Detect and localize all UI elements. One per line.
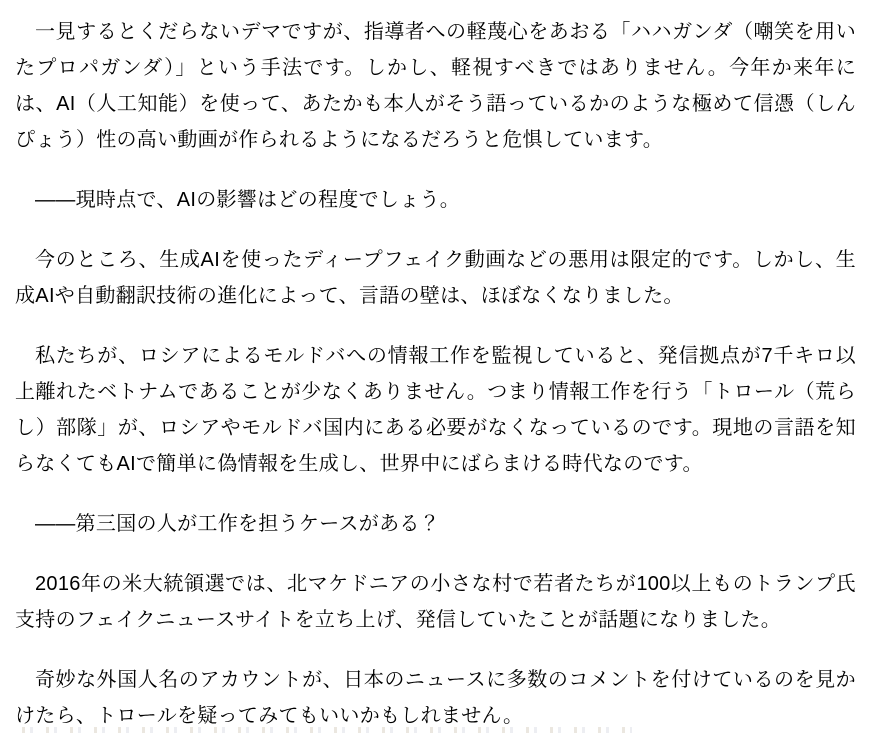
- paragraph-answer-4: 2016年の米大統領選では、北マケドニアの小さな村で若者たちが100以上ものトランプ氏支持のフェイクニュースサイトを立ち上げ、発信していたことが話題になりました。: [15, 573, 856, 631]
- paragraph-answer-5: 奇妙な外国人名のアカウントが、日本のニュースに多数のコメントを付けているのを見かけたら、トロールを疑ってみてもいいかもしれません。: [15, 669, 856, 727]
- interview-question-1: ――現時点で、AIの影響はどの程度でしょう。: [35, 189, 461, 211]
- interview-question-2: ――第三国の人が工作を担うケースがある？: [35, 513, 440, 535]
- paragraph-answer-3: 私たちが、ロシアによるモルドバへの情報工作を監視していると、発信拠点が7千キロ以上離れたベトナムであることが少なくありません。つまり情報工作を行う「トロール（荒らし）部隊」が、ロシアやモルドバ国内にある必要がなくなっているのです。現地の言語を知らなくてもAIで簡単に偽情報を生成し、世界中にばらまける時代なのです。: [15, 345, 856, 475]
- paragraph-answer-2: 今のところ、生成AIを使ったディープフェイク動画などの悪用は限定的です。しかし、生成AIや自動翻訳技術の進化によって、言語の壁は、ほぼなくなりました。: [15, 249, 856, 307]
- paragraph-answer-1: 一見するとくだらないデマですが、指導者への軽蔑心をあおる「ハハガンダ（嘲笑を用いたプロパガンダ）」という手法です。しかし、軽視すべきではありません。今年か来年には、AI（人工知能）を使って、あたかも本人がそう語っているかのような極めて信憑（しんぴょう）性の高い動画が作られるようになるだろうと危惧しています。: [15, 21, 856, 151]
